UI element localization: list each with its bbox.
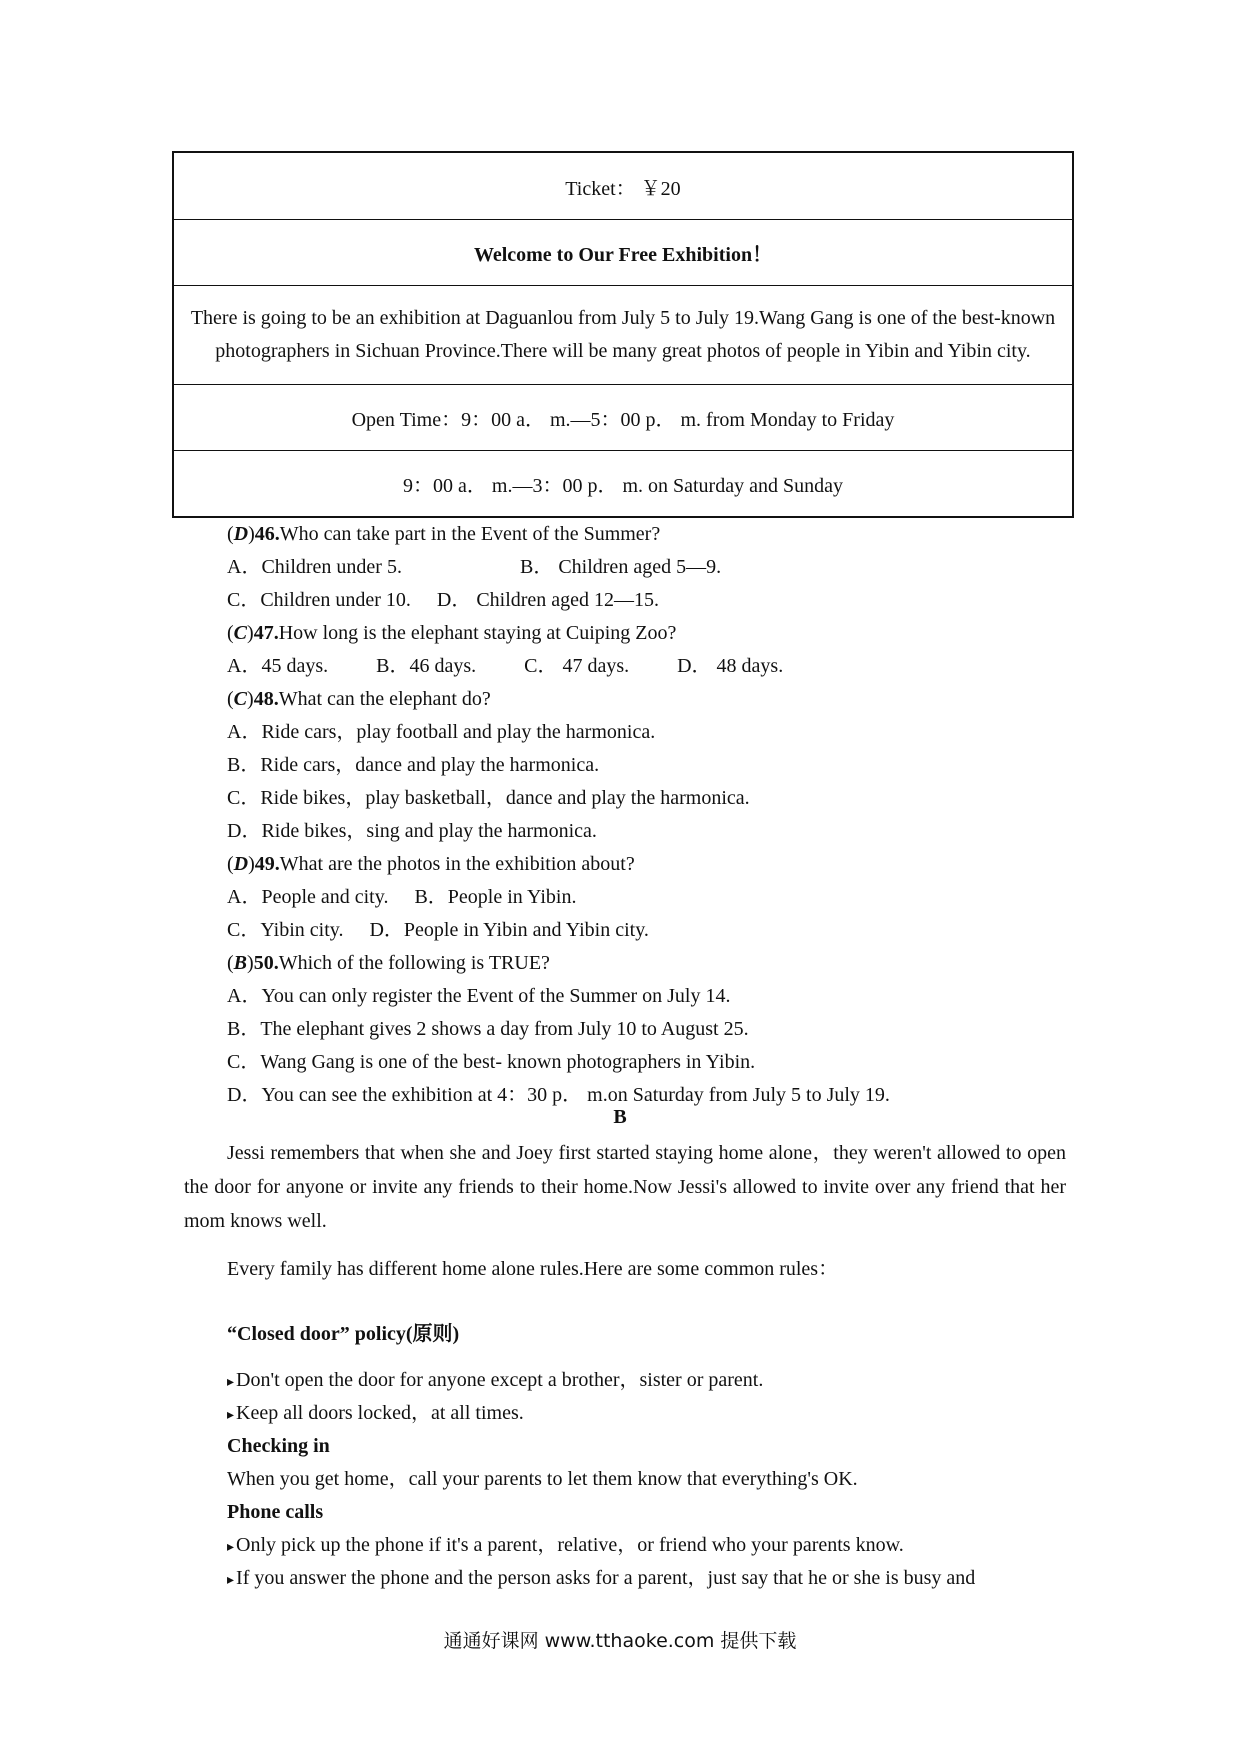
option-c: C．Children under 10. bbox=[227, 589, 411, 611]
option-a: A．Ride cars，play football and play the harmonica. bbox=[227, 721, 656, 743]
question-list bbox=[227, 518, 1127, 1112]
option-a: A．Children under 5. bbox=[227, 556, 402, 578]
option-a: A．People and city. bbox=[227, 886, 389, 908]
question-48: (C)48.What can the elephant do? bbox=[227, 688, 491, 710]
option-b: B．46 days. bbox=[376, 655, 477, 677]
option-d: D． 48 days. bbox=[677, 655, 784, 677]
option-c: C．Yibin city. bbox=[227, 919, 344, 941]
exhibition-description: There is going to be an exhibition at Daguanlou from July 5 to July 19.Wang Gang is one of the best-known photographers in Sichuan Province.There will be many great photos of people in Yibin and Yibin city. bbox=[174, 285, 1072, 384]
option-d: D．People in Yibin and Yibin city. bbox=[369, 919, 649, 941]
question-number: 47. bbox=[253, 622, 279, 644]
option-a: A．You can only register the Event of the Summer on July 14. bbox=[227, 985, 731, 1007]
question-number: 50. bbox=[253, 952, 279, 974]
options-line bbox=[227, 551, 1127, 584]
answer-47: C bbox=[233, 622, 248, 644]
ticket-price: Ticket： ￥20 bbox=[565, 177, 681, 200]
option-d: D．Ride bikes，sing and play the harmonica. bbox=[227, 820, 597, 842]
rule-item: ▸ Only pick up the phone if it's a parent，relative，or friend who your parents know. bbox=[227, 1529, 1087, 1562]
open-time-weekend: 9：00 a． m.—3：00 p． m. on Saturday and Sunday bbox=[174, 450, 1072, 516]
question-number: 46. bbox=[254, 523, 280, 545]
question-number: 48. bbox=[253, 688, 279, 710]
section-heading-b: B bbox=[613, 1106, 627, 1128]
question-47: (C)47.How long is the elephant staying at Cuiping Zoo? bbox=[227, 622, 677, 644]
question-49: (D)49.What are the photos in the exhibition about? bbox=[227, 853, 635, 875]
option-b: B．People in Yibin. bbox=[414, 886, 577, 908]
closed-door-rules bbox=[227, 1364, 1087, 1430]
question-stem: Who can take part in the Event of the Summer? bbox=[279, 523, 661, 545]
question-stem: What can the elephant do? bbox=[278, 688, 491, 710]
option-a: A．45 days. bbox=[227, 655, 329, 677]
open-time-weekday: Open Time：9：00 a． m.—5：00 p． m. from Monday to Friday bbox=[174, 384, 1072, 450]
phone-rules bbox=[227, 1529, 1087, 1595]
heading-closed-door: “Closed door” policy(原则) bbox=[227, 1323, 460, 1345]
option-c: C．Ride bikes，play basketball，dance and play the harmonica. bbox=[227, 787, 750, 809]
rule-item: ▸ Keep all doors locked，at all times. bbox=[227, 1397, 1087, 1430]
answer-49: D bbox=[233, 853, 249, 875]
answer-50: B bbox=[233, 952, 248, 974]
exhibition-notice-table bbox=[172, 151, 1074, 518]
question-50: (B)50.Which of the following is TRUE? bbox=[227, 952, 550, 974]
options-line bbox=[227, 584, 1127, 617]
option-b: B．The elephant gives 2 shows a day from July 10 to August 25. bbox=[227, 1018, 749, 1040]
answer-46: D bbox=[233, 523, 249, 545]
passage-paragraph-2: Every family has different home alone rules.Here are some common rules： bbox=[227, 1258, 839, 1280]
option-c: C． 47 days. bbox=[524, 655, 630, 677]
question-number: 49. bbox=[254, 853, 280, 875]
question-46: (D)46.Who can take part in the Event of the Summer? bbox=[227, 523, 661, 545]
option-d: D．You can see the exhibition at 4：30 p． m.on Saturday from July 5 to July 19. bbox=[227, 1084, 890, 1106]
option-b: B． Children aged 5—9. bbox=[519, 556, 722, 578]
options-line bbox=[227, 881, 1127, 914]
rule-item: ▸ If you answer the phone and the person asks for a parent，just say that he or she is busy and bbox=[227, 1562, 1067, 1595]
options-line bbox=[227, 650, 1127, 683]
option-b: B．Ride cars，dance and play the harmonica. bbox=[227, 754, 600, 776]
answer-48: C bbox=[233, 688, 248, 710]
heading-checking-in: Checking in bbox=[227, 1435, 330, 1457]
page-footer: 通通好课网 www.tthaoke.com 提供下载 bbox=[443, 1630, 797, 1652]
option-c: C．Wang Gang is one of the best- known photographers in Yibin. bbox=[227, 1051, 756, 1073]
question-stem: How long is the elephant staying at Cuiping Zoo? bbox=[278, 622, 677, 644]
exhibition-title: Welcome to Our Free Exhibition！ bbox=[174, 219, 1072, 285]
checking-in-text: When you get home，call your parents to let them know that everything's OK. bbox=[227, 1468, 858, 1490]
passage-paragraph-1: Jessi remembers that when she and Joey first started staying home alone，they weren't allowed to open the door for anyone or invite any friends to their home.Now Jessi's allowed to invite over any friend that her mom knows well. bbox=[184, 1142, 1066, 1232]
rule-item: ▸ Don't open the door for anyone except a brother，sister or parent. bbox=[227, 1364, 1087, 1397]
question-stem: Which of the following is TRUE? bbox=[278, 952, 550, 974]
heading-phone-calls: Phone calls bbox=[227, 1501, 324, 1523]
options-line bbox=[227, 914, 1127, 947]
option-d: D． Children aged 12—15. bbox=[436, 589, 660, 611]
question-stem: What are the photos in the exhibition about? bbox=[279, 853, 635, 875]
